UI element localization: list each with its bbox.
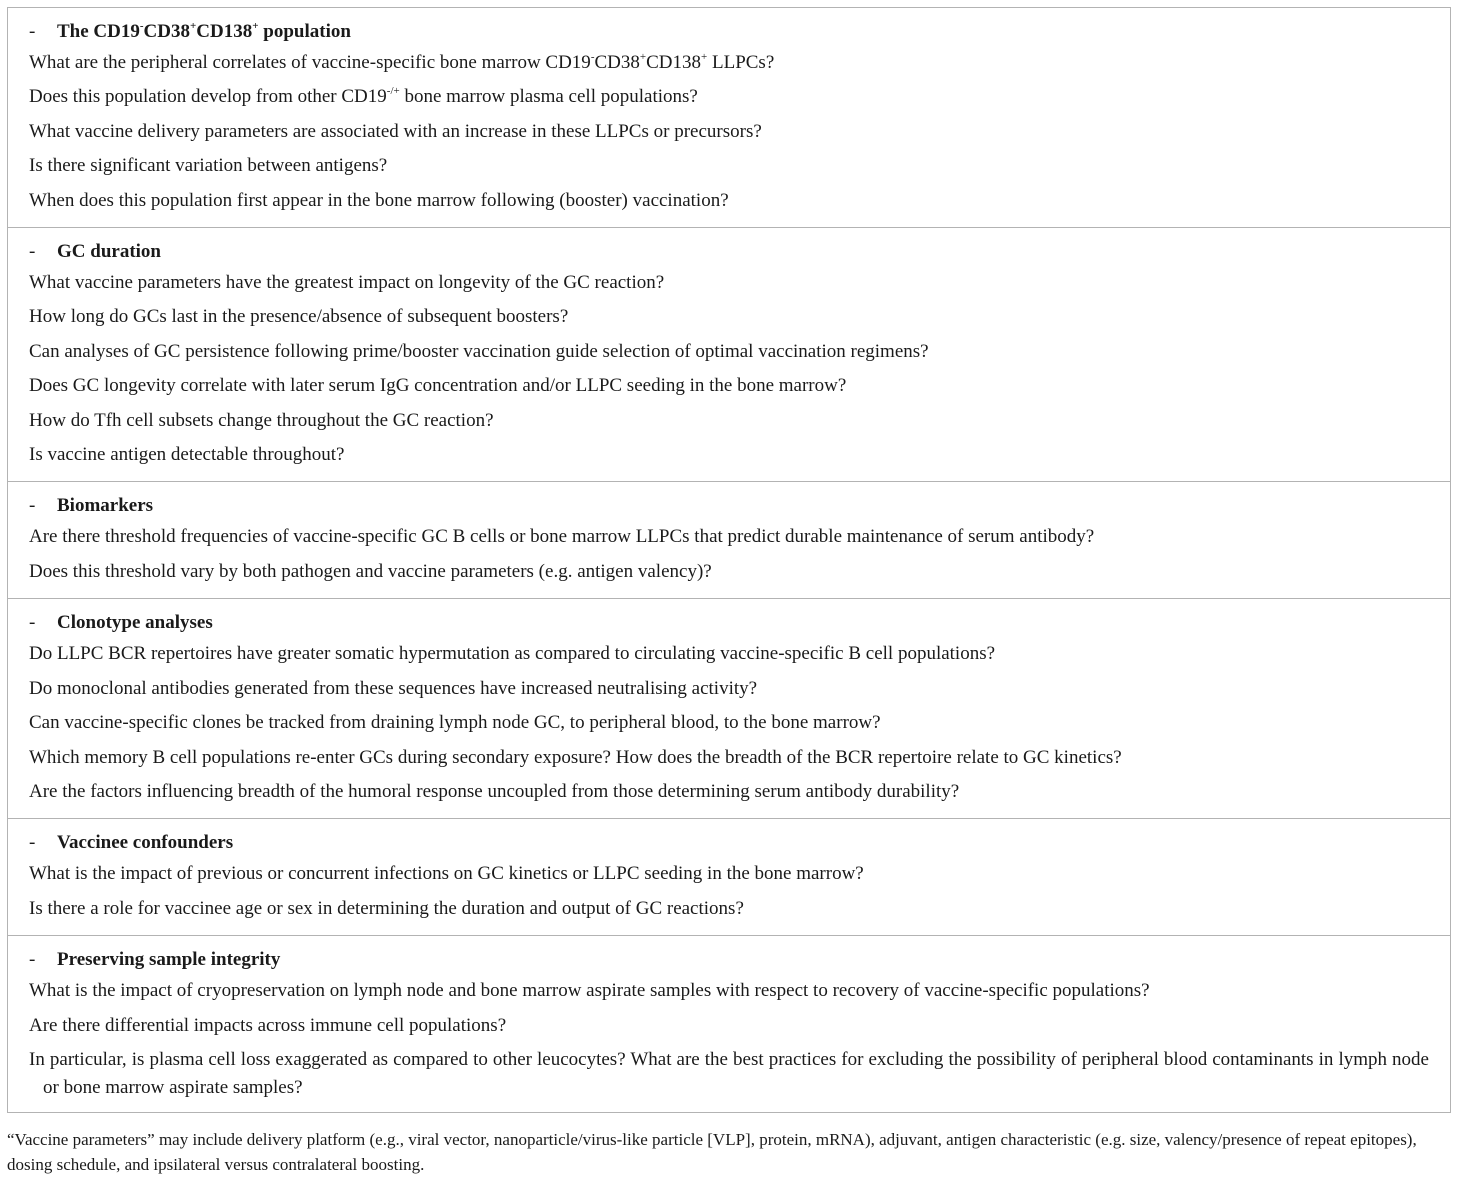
question: Can analyses of GC persistence following prime/booster vaccination guide selection of optimal vaccination regimens? <box>29 340 929 362</box>
section-title: The CD19-CD38+CD138+ population <box>57 19 351 42</box>
section-clonotype-analyses <box>8 598 1450 818</box>
question: Are the factors influencing breadth of the humoral response uncoupled from those determining serum antibody durability? <box>29 780 960 802</box>
bullet-dash: - <box>29 612 36 634</box>
question: Is there significant variation between antigens? <box>29 155 388 177</box>
section-title: Clonotype analyses <box>57 612 213 634</box>
bullet-dash: - <box>29 832 36 854</box>
question: When does this population first appear in the bone marrow following (booster) vaccination? <box>29 189 729 211</box>
question: How long do GCs last in the presence/absence of subsequent boosters? <box>29 306 569 328</box>
question: Does this threshold vary by both pathogen and vaccine parameters (e.g. antigen valency)? <box>29 560 712 582</box>
bullet-dash: - <box>29 495 36 517</box>
section-heading <box>29 829 1429 857</box>
question: What are the peripheral correlates of vaccine-specific bone marrow CD19-CD38+CD138+ LLPCs? <box>29 50 775 73</box>
section-heading <box>29 609 1429 637</box>
question: Does GC longevity correlate with later serum IgG concentration and/or LLPC seeding in the bone marrow? <box>29 375 847 397</box>
question: What is the impact of previous or concurrent infections on GC kinetics or LLPC seeding in the bone marrow? <box>29 863 864 885</box>
section-heading <box>29 946 1429 974</box>
questions-table <box>7 7 1451 1113</box>
question: What vaccine parameters have the greatest impact on longevity of the GC reaction? <box>29 272 665 294</box>
section-heading <box>29 18 1429 46</box>
question: Is there a role for vaccinee age or sex in determining the duration and output of GC reactions? <box>29 897 744 919</box>
question: Do monoclonal antibodies generated from these sequences have increased neutralising activity? <box>29 677 758 699</box>
bullet-dash: - <box>29 241 36 263</box>
section-heading <box>29 238 1429 266</box>
question: Is vaccine antigen detectable throughout? <box>29 444 345 466</box>
question: What is the impact of cryopreservation on lymph node and bone marrow aspirate samples with respect to recovery of vaccine-specific populations? <box>29 980 1150 1002</box>
section-title: Vaccinee confounders <box>57 832 234 854</box>
bullet-dash: - <box>29 949 36 971</box>
question: Does this population develop from other CD19-/+ bone marrow plasma cell populations? <box>29 85 698 108</box>
section-vaccinee-confounders <box>8 818 1450 935</box>
question: What vaccine delivery parameters are associated with an increase in these LLPCs or precursors? <box>29 120 762 142</box>
question: Are there threshold frequencies of vaccine-specific GC B cells or bone marrow LLPCs that predict durable maintenance of serum antibody? <box>29 526 1095 548</box>
section-title: Preserving sample integrity <box>57 949 281 971</box>
section-heading <box>29 492 1429 520</box>
question: How do Tfh cell subsets change throughout the GC reaction? <box>29 409 494 431</box>
section-gc-duration <box>8 227 1450 481</box>
table-footnote: “Vaccine parameters” may include delivery platform (e.g., viral vector, nanoparticle/virus-like particle [VLP], protein, mRNA), adjuvant, antigen characteristic (e.g. size, valency/presence of repeat epitopes), dosing schedule, and ipsilateral versus contralateral boosting. <box>7 1130 1417 1174</box>
section-title: GC duration <box>57 241 161 263</box>
question: In particular, is plasma cell loss exaggerated as compared to other leucocytes? What are the best practices for excluding the possibility of peripheral blood contaminants in lymph node or bone marrow aspirate samples? <box>29 1048 1429 1099</box>
section-biomarkers <box>8 481 1450 598</box>
question: Can vaccine-specific clones be tracked from draining lymph node GC, to peripheral blood, to the bone marrow? <box>29 712 881 734</box>
section-title: Biomarkers <box>57 495 154 517</box>
bullet-dash: - <box>29 21 36 42</box>
section-preserving-sample-integrity <box>8 935 1450 1112</box>
question: Are there differential impacts across immune cell populations? <box>29 1014 507 1036</box>
question: Do LLPC BCR repertoires have greater somatic hypermutation as compared to circulating vaccine-specific B cell populations? <box>29 643 996 665</box>
question: Which memory B cell populations re-enter GCs during secondary exposure? How does the breadth of the BCR repertoire relate to GC kinetics? <box>29 746 1122 768</box>
section-cd19-population <box>8 8 1450 227</box>
